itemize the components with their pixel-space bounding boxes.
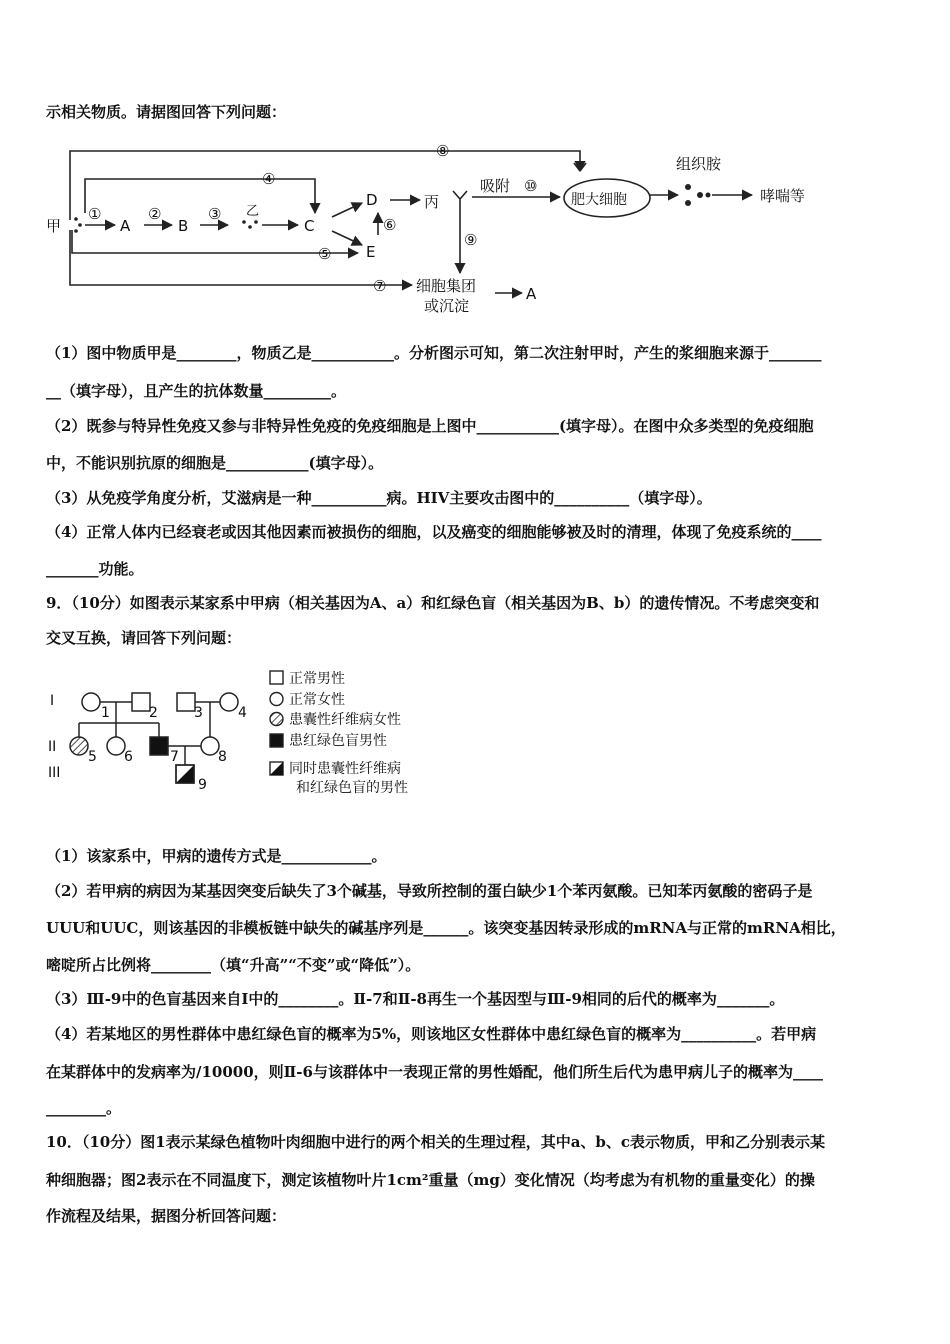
gen-label-2: II bbox=[48, 739, 57, 755]
id-5: 5 bbox=[88, 749, 97, 765]
id-3: 3 bbox=[194, 705, 203, 721]
id-9: 9 bbox=[198, 777, 207, 793]
label-jia: 甲 bbox=[46, 217, 62, 235]
step-4: ④ bbox=[262, 170, 276, 188]
pedigree-diagram bbox=[46, 665, 466, 805]
q8-p4b: _______功能。 bbox=[46, 560, 144, 578]
step-1: ① bbox=[88, 205, 102, 223]
q9-p4a: （4）若某地区的男性群体中患红绿色盲的概率为5%，则该地区女性群体中患红绿色盲的概率为__________。若甲病 bbox=[46, 1025, 817, 1043]
step-8: ⑧ bbox=[436, 142, 450, 160]
label-cluster-1: 细胞集团 bbox=[416, 277, 477, 295]
intro-line: 示相关物质。请据图回答下列问题： bbox=[46, 103, 287, 121]
legend-cf-female: 患囊性纤维病女性 bbox=[289, 712, 401, 728]
step-5: ⑤ bbox=[318, 245, 332, 263]
label-cluster-2: 或沉淀 bbox=[424, 297, 470, 315]
step-6: ⑥ bbox=[383, 216, 397, 234]
q8-p2b: 中，不能识别抗原的细胞是___________(填字母）。 bbox=[46, 454, 384, 472]
q9-p4c: ________。 bbox=[46, 1099, 122, 1117]
step-10: ⑩ bbox=[524, 177, 538, 195]
label-a2: A bbox=[526, 285, 537, 303]
q10-line-2: 种细胞器；图2表示在不同温度下，测定该植物叶片1cm²重量（mg）变化情况（均考虑为有机物的重量变化）的操 bbox=[46, 1171, 815, 1189]
q8-p1a: （1）图中物质甲是________，物质乙是___________。分析图示可知，第二次注射甲时，产生的浆细胞来源于_______ bbox=[46, 344, 822, 362]
q10-line-3: 作流程及结果，据图分析回答问题： bbox=[46, 1207, 287, 1225]
legend-both-male-2: 和红绿色盲的男性 bbox=[296, 780, 408, 796]
q10-line-1: 10．（10分）图1表示某绿色植物叶肉细胞中进行的两个相关的生理过程，其中a、b、c表示物质，甲和乙分别表示某 bbox=[46, 1133, 826, 1151]
q9-p3: （3）Ⅲ-9中的色盲基因来自Ⅰ中的________。Ⅱ-7和Ⅱ-8再生一个基因型与Ⅲ-9相同的后代的概率为_______。 bbox=[46, 990, 785, 1008]
step-2: ② bbox=[148, 205, 162, 223]
step-7: ⑦ bbox=[373, 277, 387, 295]
step-3: ③ bbox=[208, 205, 222, 223]
q9-p4b: 在某群体中的发病率为/10000，则Ⅱ-6与该群体中一表现正常的男性婚配，他们所生后代为患甲病儿子的概率为____ bbox=[46, 1063, 823, 1081]
q8-p1b: __（填字母），且产生的抗体数量_________。 bbox=[46, 382, 347, 400]
id-1: 1 bbox=[101, 705, 110, 721]
label-bing: 丙 bbox=[424, 193, 440, 211]
q9-p2b: UUU和UUC，则该基因的非模板链中缺失的碱基序列是______。该突变基因转录形成的mRNA与正常的mRNA相比， bbox=[46, 919, 846, 937]
immune-diagram bbox=[40, 135, 840, 315]
q9-stem-1: 9．（10分）如图表示某家系中甲病（相关基因为A、a）和红绿色盲（相关基因为B、b）的遗传情况。不考虑突变和 bbox=[46, 594, 820, 612]
q8-p4a: （4）正常人体内已经衰老或因其他因素而被损伤的细胞，以及癌变的细胞能够被及时的清理，体现了免疫系统的____ bbox=[46, 523, 822, 541]
label-mast-cell: 肥大细胞 bbox=[571, 192, 627, 208]
label-histamine: 组织胺 bbox=[676, 155, 722, 173]
gen-label-1: I bbox=[50, 693, 55, 709]
label-a: A bbox=[120, 217, 131, 235]
label-asthma: 哮喘等 bbox=[760, 187, 806, 205]
label-b: B bbox=[178, 217, 189, 235]
step-9: ⑨ bbox=[464, 231, 478, 249]
legend-both-male-1: 同时患囊性纤维病 bbox=[289, 761, 401, 777]
legend-colorblind-male: 患红绿色盲男性 bbox=[289, 733, 387, 749]
label-d: D bbox=[366, 191, 378, 209]
label-e: E bbox=[366, 243, 376, 261]
q8-p3: （3）从免疫学角度分析，艾滋病是一种__________病。HIV主要攻击图中的__________（填字母）。 bbox=[46, 489, 712, 507]
id-8: 8 bbox=[218, 749, 227, 765]
label-c: C bbox=[304, 217, 315, 235]
id-6: 6 bbox=[124, 749, 133, 765]
q9-stem-2: 交叉互换，请回答下列问题： bbox=[46, 629, 242, 647]
gen-label-3: III bbox=[48, 765, 61, 781]
legend-normal-female: 正常女性 bbox=[289, 692, 345, 708]
id-2: 2 bbox=[149, 705, 158, 721]
q8-p2a: （2）既参与特异性免疫又参与非特异性免疫的免疫细胞是上图中___________(填字母）。在图中众多类型的免疫细胞 bbox=[46, 417, 814, 435]
q9-p2c: 嘧啶所占比例将________（填“升高”“不变”或“降低”）。 bbox=[46, 956, 421, 974]
label-yi: 乙 bbox=[246, 204, 260, 219]
label-adsorb: 吸附 bbox=[480, 177, 511, 195]
q9-p2a: （2）若甲病的病因为某基因突变后缺失了3个碱基，导致所控制的蛋白缺少1个苯丙氨酸。已知苯丙氨酸的密码子是 bbox=[46, 882, 813, 900]
id-7: 7 bbox=[170, 749, 179, 765]
legend-normal-male: 正常男性 bbox=[289, 671, 345, 687]
id-4: 4 bbox=[238, 705, 247, 721]
q9-p1: （1）该家系中，甲病的遗传方式是____________。 bbox=[46, 847, 387, 865]
